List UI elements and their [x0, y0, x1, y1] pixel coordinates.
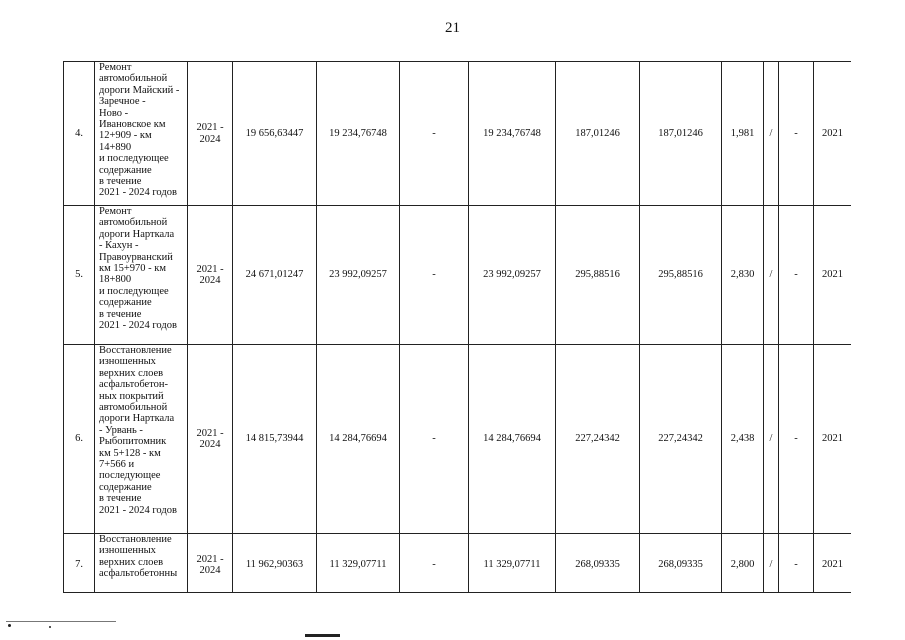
- amount-cell: 187,01246: [640, 62, 722, 206]
- object-name-cell: Восстановление изношенных верхних слоев асфальтобетонны: [95, 534, 188, 594]
- total-cost-cell: 24 671,01247: [233, 206, 317, 345]
- page-number: 21: [445, 20, 460, 36]
- federal-cost-cell: 11 329,07711: [317, 534, 400, 594]
- scan-artifact-dot: [49, 626, 51, 628]
- federal-cost-cell: 19 234,76748: [317, 62, 400, 206]
- dash-cell: -: [779, 62, 814, 206]
- dash-cell: -: [779, 206, 814, 345]
- length-cell: 1,981: [722, 62, 764, 206]
- dash-cell: -: [400, 206, 469, 345]
- period-cell: 2021 - 2024: [188, 206, 233, 345]
- dash-cell: -: [400, 534, 469, 594]
- slash-cell: /: [764, 62, 779, 206]
- year-cell: 2021: [814, 62, 852, 206]
- length-cell: 2,830: [722, 206, 764, 345]
- row-number: 5.: [64, 206, 95, 345]
- year-cell: 2021: [814, 206, 852, 345]
- table-row: [64, 345, 852, 534]
- scan-artifact-bar: [305, 634, 340, 637]
- object-name-cell: Восстановление изношенных верхних слоев асфальтобетон- ных покрытий автомобильной дороги Нарткала - Урвань - Рыбопитомник км 5+128 - км 7+566 и последующее содержание в течение 2021 - 2024 годов: [95, 345, 188, 534]
- federal-cost-cell: 14 284,76694: [317, 345, 400, 534]
- dash-cell: -: [779, 534, 814, 594]
- scan-artifact-line: [6, 621, 116, 622]
- amount-cell: 187,01246: [556, 62, 640, 206]
- scan-artifact-dot: [8, 624, 11, 627]
- amount-cell: 295,88516: [556, 206, 640, 345]
- amount-cell: 295,88516: [640, 206, 722, 345]
- regional-cost-cell: 19 234,76748: [469, 62, 556, 206]
- dash-cell: -: [400, 345, 469, 534]
- amount-cell: 268,09335: [640, 534, 722, 594]
- period-cell: 2021 - 2024: [188, 534, 233, 594]
- length-cell: 2,438: [722, 345, 764, 534]
- dash-cell: -: [779, 345, 814, 534]
- total-cost-cell: 14 815,73944: [233, 345, 317, 534]
- row-number: 6.: [64, 345, 95, 534]
- regional-cost-cell: 23 992,09257: [469, 206, 556, 345]
- total-cost-cell: 19 656,63447: [233, 62, 317, 206]
- amount-cell: 227,24342: [640, 345, 722, 534]
- year-cell: 2021: [814, 345, 852, 534]
- table-row: [64, 206, 852, 345]
- slash-cell: /: [764, 345, 779, 534]
- period-cell: 2021 - 2024: [188, 62, 233, 206]
- row-number: 7.: [64, 534, 95, 594]
- data-table-wrapper: [63, 61, 851, 593]
- table-row: [64, 534, 852, 594]
- dash-cell: -: [400, 62, 469, 206]
- year-cell: 2021: [814, 534, 852, 594]
- table-row: [64, 62, 852, 206]
- amount-cell: 268,09335: [556, 534, 640, 594]
- road-works-table: [63, 61, 851, 593]
- amount-cell: 227,24342: [556, 345, 640, 534]
- object-name-cell: Ремонт автомобильной дороги Нарткала - Кахун - Правоурванский км 15+970 - км 18+800 и последующее содержание в течение 2021 - 2024 годов: [95, 206, 188, 345]
- row-number: 4.: [64, 62, 95, 206]
- federal-cost-cell: 23 992,09257: [317, 206, 400, 345]
- period-cell: 2021 - 2024: [188, 345, 233, 534]
- slash-cell: /: [764, 206, 779, 345]
- regional-cost-cell: 11 329,07711: [469, 534, 556, 594]
- slash-cell: /: [764, 534, 779, 594]
- object-name-cell: Ремонт автомобильной дороги Майский - Заречное - Ново - Ивановское км 12+909 - км 14+890 и последующее содержание в течение 2021 - 2024 годов: [95, 62, 188, 206]
- regional-cost-cell: 14 284,76694: [469, 345, 556, 534]
- length-cell: 2,800: [722, 534, 764, 594]
- total-cost-cell: 11 962,90363: [233, 534, 317, 594]
